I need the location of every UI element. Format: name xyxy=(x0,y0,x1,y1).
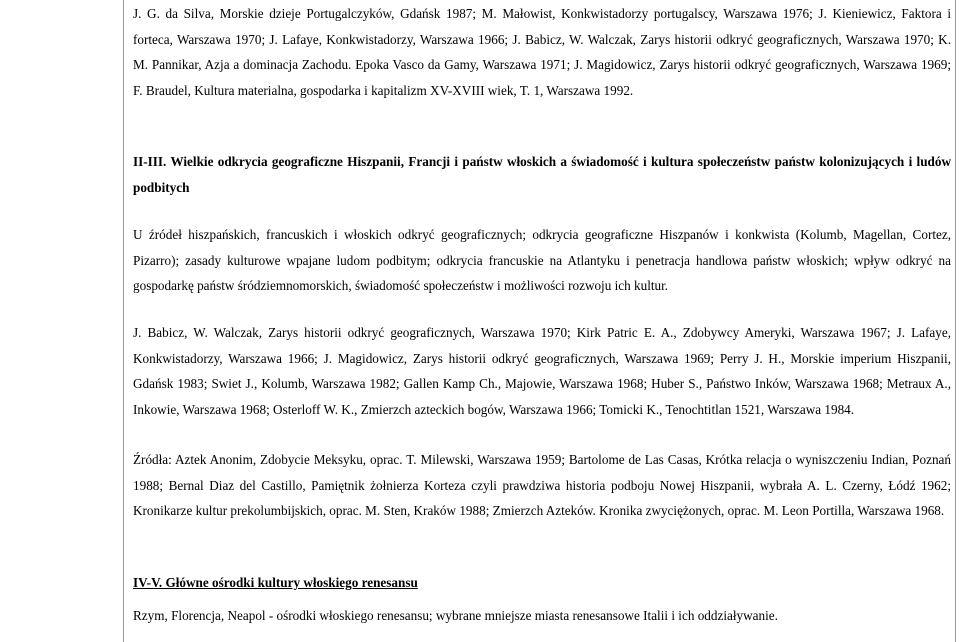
section-3-heading: IV-V. Główne ośrodki kultury włoskiego renesansu xyxy=(133,575,418,590)
section-2-number: II-III. xyxy=(133,154,167,169)
section-2-sources: Źródła: Aztek Anonim, Zdobycie Meksyku, oprac. T. Milewski, Warszawa 1959; Bartolome de Las Casas, Krótka relacja o wyniszczeniu Indian, Poznań 1988; Bernal Diaz del Castillo, Pamiętnik żołnierza Korteza czyli prawdziwa historia podboju Nowej Hiszpanii, wybrała A. L. Czerny, Łódź 1962; Kronikarze kultur prekolumbijskich, oprac. M. Sten, Kraków 1988; Zmierzch Azteków. Kronika zwyciężonych, oprac. M. Leon Portilla, Warszawa 1968. xyxy=(133,452,951,519)
section-2-literature: J. Babicz, W. Walczak, Zarys historii odkryć geograficznych, Warszawa 1970; Kirk Patric E. A., Zdobywcy Ameryki, Warszawa 1967; J. Lafaye, Konkwistadorzy, Warszawa 1966; J. Magidowicz, Zarys historii odkryć geograficznych, Warszawa 1969; Perry J. H., Morskie imperium Hiszpanii, Gdańsk 1983; Swiet J., Kolumb, Warszawa 1982; Gallen Kamp Ch., Majowie, Warszawa 1968; Huber S., Państwo Inków, Warszawa 1968; Metraux A., Inkowie, Warszawa 1968; Osterloff W. K., Zmierzch azteckich bogów, Warszawa 1966; Tomicki K., Tenochtitlan 1521, Warszawa 1984. xyxy=(133,325,951,417)
top-bibliography: J. G. da Silva, Morskie dzieje Portugalczyków, Gdańsk 1987; M. Małowist, Konkwistadorzy portugalscy, Warszawa 1976; J. Kieniewicz, Faktora i forteca, Warszawa 1970; J. Lafaye, Konkwistadorzy, Warszawa 1966; J. Babicz, W. Walczak, Zarys historii odkryć geograficznych, Warszawa 1970; K. M. Pannikar, Azja a dominacja Zachodu. Epoka Vasco da Gamy, Warszawa 1971; J. Magidowicz, Zarys historii odkryć geograficznych, Warszawa 1969; F. Braudel, Kultura materialna, gospodarka i kapitalizm XV-XVIII wiek, T. 1, Warszawa 1992. xyxy=(133,6,951,98)
left-border-line xyxy=(123,0,124,642)
section-2-heading xyxy=(133,149,951,200)
section-2-description: U źródeł hiszpańskich, francuskich i włoskich odkryć geograficznych; odkrycia geograficzne Hiszpanów i konkwista (Kolumb, Magellan, Cortez, Pizarro); zasady kulturowe wpajane ludom podbitym; odkrycia francuskie na Atlantyku i penetracja handlowa państw włoskich; wpływ odkryć na gospodarkę państw śródziemnomorskich, świadomość społeczeństw i możliwości rozwoju ich kultur. xyxy=(133,227,951,294)
section-3-description: Rzym, Florencja, Neapol - ośrodki włoskiego renesansu; wybrane mniejsze miasta renesansowe Italii i ich oddziaływanie. xyxy=(133,608,778,623)
right-border-line xyxy=(955,0,956,642)
section-2-title: Wielkie odkrycia geograficzne Hiszpanii, Francji i państw włoskich a świadomość i kultura społeczeństw państw kolonizujących i ludów podbitych xyxy=(133,154,951,195)
